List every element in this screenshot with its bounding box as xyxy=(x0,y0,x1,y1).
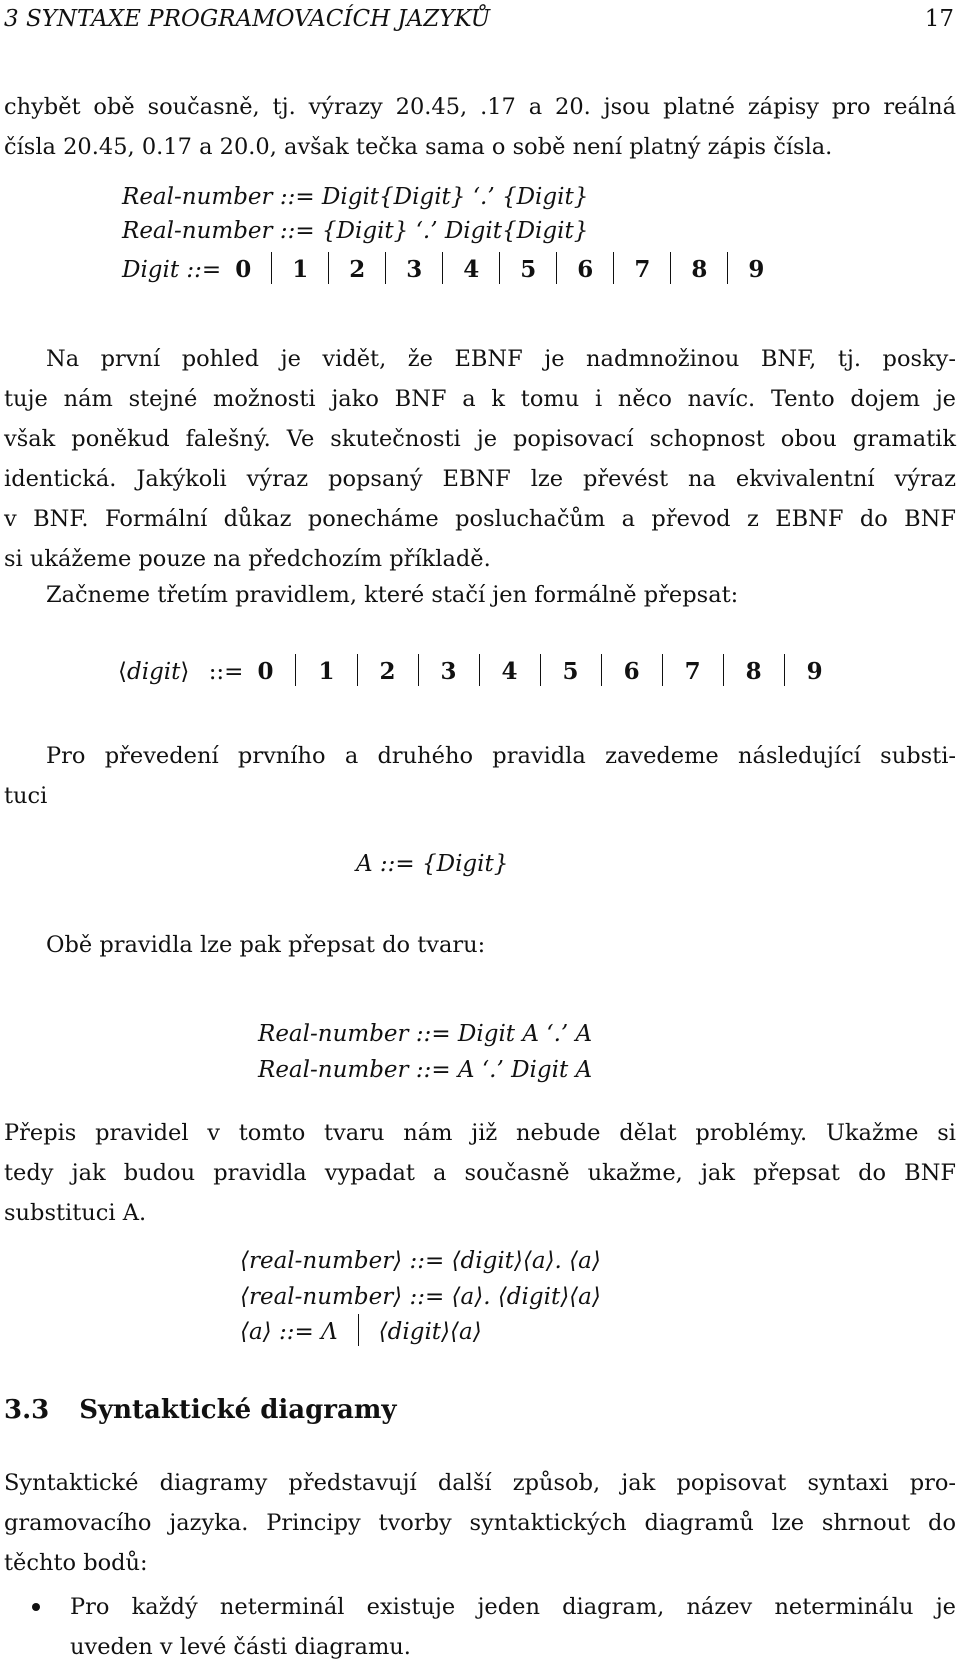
paragraph-line: tedy jak budou pravidla vypadat a současně ukažme, jak přepsat do BNF xyxy=(4,1160,956,1186)
digit-alt: 4 xyxy=(463,256,480,283)
digit-alt: 2 xyxy=(379,658,396,685)
paragraph-6 xyxy=(4,1113,956,1233)
alt-separator xyxy=(479,654,480,686)
digit-alt: 4 xyxy=(501,658,518,685)
paragraph-line: těchto bodů: xyxy=(4,1550,148,1576)
alt-separator xyxy=(556,252,557,284)
alt-separator xyxy=(358,1314,359,1346)
digit-alt: 1 xyxy=(318,658,335,685)
ebnf-rule-2: Real-number ::= {Digit} ‘.’ Digit{Digit} xyxy=(122,218,589,244)
bullet-line: Pro každý neterminál existuje jeden diagram, název neterminálu je xyxy=(70,1594,956,1620)
alt-separator xyxy=(295,654,296,686)
digit-alt: 3 xyxy=(440,658,457,685)
alt-separator xyxy=(271,252,272,284)
bullet-item-1 xyxy=(70,1587,956,1667)
paragraph-1 xyxy=(4,87,956,167)
digit-alt: 8 xyxy=(745,658,762,685)
alt-separator xyxy=(499,252,500,284)
alt-separator xyxy=(662,654,663,686)
define-operator: ::= xyxy=(208,659,244,685)
rule3-lhs: ⟨a⟩ ::= Λ xyxy=(240,1319,338,1345)
digit-alt: 7 xyxy=(634,256,651,283)
bnf-final-rule-1: ⟨real-number⟩ ::= ⟨digit⟩⟨a⟩. ⟨a⟩ xyxy=(240,1248,601,1274)
alt-separator xyxy=(357,654,358,686)
paragraph-line: substituci A. xyxy=(4,1200,147,1226)
bnf-final-rule-3 xyxy=(240,1314,482,1350)
digit-alt: 9 xyxy=(806,658,823,685)
alt-separator xyxy=(601,654,602,686)
running-header-title: 3 SYNTAXE PROGRAMOVACÍCH JAZYKŮ xyxy=(4,6,491,32)
paragraph-line: však poněkud falešný. Ve skutečnosti je popisovací schopnost obou gramatik xyxy=(4,426,956,452)
digit-alt: 2 xyxy=(349,256,366,283)
section-title: Syntaktické diagramy xyxy=(79,1395,397,1425)
paragraph-line: Na první pohled je vidět, že EBNF je nadmnožinou BNF, tj. posky- xyxy=(46,346,956,372)
bnf-final-rule-2: ⟨real-number⟩ ::= ⟨a⟩. ⟨digit⟩⟨a⟩ xyxy=(240,1284,601,1310)
ebnf-rule-1: Real-number ::= Digit{Digit} ‘.’ {Digit} xyxy=(122,184,589,210)
paragraph-line: v BNF. Formální důkaz ponecháme posluchačům a převod z EBNF do BNF xyxy=(4,506,956,532)
ebnf-rule-3 xyxy=(122,252,764,287)
rule3-rhs: ⟨digit⟩⟨a⟩ xyxy=(378,1319,482,1345)
bullet-icon xyxy=(32,1603,40,1611)
section-number: 3.3 xyxy=(4,1395,50,1425)
paragraph-4 xyxy=(4,736,956,816)
alt-separator xyxy=(784,654,785,686)
paragraph-line: tuje nám stejné možnosti jako BNF a k tomu i něco navíc. Tento dojem je xyxy=(4,386,956,412)
paragraph-5: Obě pravidla lze pak přepsat do tvaru: xyxy=(46,932,486,958)
digit-alt: 3 xyxy=(406,256,423,283)
bullet-line: uveden v levé části diagramu. xyxy=(70,1634,411,1660)
paragraph-line: si ukážeme pouze na předchozím příkladě. xyxy=(4,546,491,572)
alt-separator xyxy=(727,252,728,284)
digit-alt: 7 xyxy=(684,658,701,685)
alt-separator xyxy=(670,252,671,284)
digit-alt: 0 xyxy=(257,658,274,685)
paragraph-line: Syntaktické diagramy představují další způsob, jak popisovat syntaxi pro- xyxy=(4,1470,956,1496)
paragraph-line: chybět obě současně, tj. výrazy 20.45, .17 a 20. jsou platné zápisy pro reálná xyxy=(4,94,956,120)
paragraph-line: Pro převedení prvního a druhého pravidla zavedeme následující substi- xyxy=(46,743,956,769)
rewritten-rule-1: Real-number ::= Digit A ‘.’ A xyxy=(258,1021,593,1047)
paragraph-line: identická. Jakýkoli výraz popsaný EBNF lze převést na ekvivalentní výraz xyxy=(4,466,956,492)
alt-separator xyxy=(613,252,614,284)
alt-separator xyxy=(723,654,724,686)
paragraph-7 xyxy=(4,1463,956,1583)
digit-alt: 6 xyxy=(577,256,594,283)
digit-rule-lhs: Digit ::= xyxy=(122,257,222,283)
paragraph-line: Přepis pravidel v tomto tvaru nám již nebude dělat problémy. Ukažme si xyxy=(4,1120,956,1146)
paragraph-line: tuci xyxy=(4,783,48,809)
alt-separator xyxy=(442,252,443,284)
digit-alt: 1 xyxy=(292,256,309,283)
rewritten-rule-2: Real-number ::= A ‘.’ Digit A xyxy=(258,1057,593,1083)
nonterminal-digit: digit xyxy=(126,659,181,685)
page-number: 17 xyxy=(924,6,954,32)
alt-separator xyxy=(418,654,419,686)
digit-alt: 8 xyxy=(691,256,708,283)
digit-alt: 0 xyxy=(235,256,252,283)
alt-separator xyxy=(385,252,386,284)
paragraph-line: čísla 20.45, 0.17 a 20.0, avšak tečka sama o sobě není platný zápis čísla. xyxy=(4,134,833,160)
paragraph-2 xyxy=(4,339,956,579)
alt-separator xyxy=(328,252,329,284)
bnf-digit-rule: ⟨digit⟩ ::= 0 1 2 3 4 5 6 7 8 9 xyxy=(118,654,823,690)
paragraph-line: gramovacího jazyka. Principy tvorby syntaktických diagramů lze shrnout do xyxy=(4,1510,956,1536)
digit-alt: 6 xyxy=(623,658,640,685)
digit-alt: 5 xyxy=(520,256,537,283)
section-heading xyxy=(4,1390,396,1430)
alt-separator xyxy=(540,654,541,686)
digit-alt: 5 xyxy=(562,658,579,685)
digit-alt: 9 xyxy=(748,256,765,283)
substitution-rule: A ::= {Digit} xyxy=(356,851,509,877)
paragraph-3: Začneme třetím pravidlem, které stačí jen formálně přepsat: xyxy=(46,582,739,608)
